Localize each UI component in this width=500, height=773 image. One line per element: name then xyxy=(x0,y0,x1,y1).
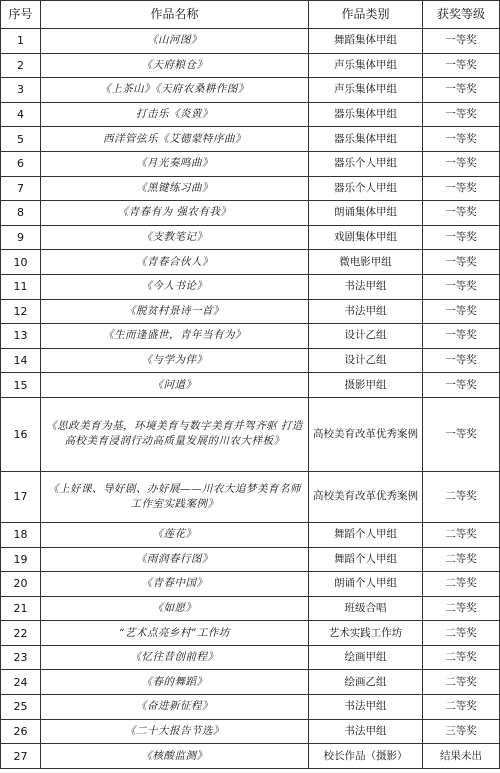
work-category: 微电影甲组 xyxy=(309,250,423,275)
row-number: 20 xyxy=(1,572,41,597)
table-row xyxy=(1,572,500,597)
row-number: 14 xyxy=(1,348,41,373)
award-level: 一等奖 xyxy=(423,225,500,250)
row-number: 1 xyxy=(1,29,41,54)
work-title: 《支教笔记》 xyxy=(41,225,309,250)
work-title: 《黑键练习曲》 xyxy=(41,176,309,201)
table-row xyxy=(1,397,500,471)
award-level: 一等奖 xyxy=(423,53,500,78)
work-title: 《脱贫村景诗一首》 xyxy=(41,299,309,324)
row-number: 13 xyxy=(1,324,41,349)
work-title: 打击乐《炎黄》 xyxy=(41,102,309,127)
award-level: 一等奖 xyxy=(423,324,500,349)
award-level: 一等奖 xyxy=(423,348,500,373)
row-number: 27 xyxy=(1,744,41,769)
table-row xyxy=(1,127,500,152)
work-category: 器乐集体甲组 xyxy=(309,102,423,127)
work-category: 舞蹈个人甲组 xyxy=(309,522,423,547)
table-row xyxy=(1,201,500,226)
header-work: 作品名称 xyxy=(41,1,309,29)
work-category: 设计乙组 xyxy=(309,348,423,373)
work-category: 设计乙组 xyxy=(309,324,423,349)
work-title: 《思政美育为基，环境美育与数字美育并驾齐驱 打造高校美育浸润行动高质量发展的川农大样板》 xyxy=(41,397,309,471)
work-title: 《核酸监测》 xyxy=(41,744,309,769)
award-level: 二等奖 xyxy=(423,645,500,670)
work-category: 班级合唱 xyxy=(309,596,423,621)
work-title: 《忆往昔创前程》 xyxy=(41,645,309,670)
table-row xyxy=(1,29,500,54)
award-level: 一等奖 xyxy=(423,373,500,398)
table-row xyxy=(1,621,500,646)
work-title: 《莲花》 xyxy=(41,522,309,547)
work-category: 书法甲组 xyxy=(309,299,423,324)
header-award: 获奖等级 xyxy=(423,1,500,29)
row-number: 8 xyxy=(1,201,41,226)
award-level: 二等奖 xyxy=(423,670,500,695)
row-number: 7 xyxy=(1,176,41,201)
table-row xyxy=(1,225,500,250)
table-row xyxy=(1,547,500,572)
table-row xyxy=(1,348,500,373)
table-row xyxy=(1,695,500,720)
work-title: 《青春有为 强农有我》 xyxy=(41,201,309,226)
row-number: 22 xyxy=(1,621,41,646)
award-level: 一等奖 xyxy=(423,201,500,226)
work-category: 书法甲组 xyxy=(309,695,423,720)
row-number: 19 xyxy=(1,547,41,572)
work-title: 《问道》 xyxy=(41,373,309,398)
award-level: 一等奖 xyxy=(423,102,500,127)
work-category: 舞蹈集体甲组 xyxy=(309,29,423,54)
award-level: 一等奖 xyxy=(423,176,500,201)
work-category: 校长作品（摄影） xyxy=(309,744,423,769)
table-row xyxy=(1,373,500,398)
work-title: 《青春中国》 xyxy=(41,572,309,597)
header-row xyxy=(1,1,500,29)
work-title: 《雨润春行图》 xyxy=(41,547,309,572)
row-number: 4 xyxy=(1,102,41,127)
work-category: 高校美育改革优秀案例 xyxy=(309,471,423,522)
work-title: 《生而逢盛世，青年当有为》 xyxy=(41,324,309,349)
table-row xyxy=(1,102,500,127)
table-row xyxy=(1,299,500,324)
table-row xyxy=(1,522,500,547)
row-number: 6 xyxy=(1,151,41,176)
row-number: 5 xyxy=(1,127,41,152)
work-category: 朗诵集体甲组 xyxy=(309,201,423,226)
award-level: 一等奖 xyxy=(423,127,500,152)
award-level: 结果未出 xyxy=(423,744,500,769)
table-row xyxy=(1,250,500,275)
work-title: 《上茶山》《天府农桑耕作图》 xyxy=(41,78,309,103)
work-title: 《上好课、导好剧、办好展——川农大追梦美育名师工作室实践案例》 xyxy=(41,471,309,522)
award-level: 二等奖 xyxy=(423,572,500,597)
award-level: 三等奖 xyxy=(423,719,500,744)
row-number: 25 xyxy=(1,695,41,720)
header-no: 序号 xyxy=(1,1,41,29)
work-category: 舞蹈个人甲组 xyxy=(309,547,423,572)
work-category: 书法甲组 xyxy=(309,719,423,744)
work-category: 朗诵个人甲组 xyxy=(309,572,423,597)
row-number: 26 xyxy=(1,719,41,744)
work-category: 绘画乙组 xyxy=(309,670,423,695)
award-level: 二等奖 xyxy=(423,471,500,522)
work-category: 器乐个人甲组 xyxy=(309,176,423,201)
table-row xyxy=(1,78,500,103)
row-number: 23 xyxy=(1,645,41,670)
award-level: 二等奖 xyxy=(423,621,500,646)
row-number: 18 xyxy=(1,522,41,547)
award-level: 一等奖 xyxy=(423,29,500,54)
work-category: 书法甲组 xyxy=(309,274,423,299)
work-title: 《青春合伙人》 xyxy=(41,250,309,275)
work-category: 艺术实践工作坊 xyxy=(309,621,423,646)
row-number: 24 xyxy=(1,670,41,695)
row-number: 2 xyxy=(1,53,41,78)
table-row xyxy=(1,471,500,522)
work-title: “艺术点亮乡村”工作坊 xyxy=(41,621,309,646)
work-category: 摄影甲组 xyxy=(309,373,423,398)
award-level: 一等奖 xyxy=(423,299,500,324)
work-title: 《与学为伴》 xyxy=(41,348,309,373)
table-row xyxy=(1,744,500,769)
work-category: 绘画甲组 xyxy=(309,645,423,670)
work-title: 《奋进新征程》 xyxy=(41,695,309,720)
row-number: 17 xyxy=(1,471,41,522)
work-title: 《山河图》 xyxy=(41,29,309,54)
award-level: 一等奖 xyxy=(423,78,500,103)
work-title: 《春的舞蹈》 xyxy=(41,670,309,695)
award-level: 二等奖 xyxy=(423,596,500,621)
work-title: 西洋管弦乐《艾德蒙特序曲》 xyxy=(41,127,309,152)
row-number: 10 xyxy=(1,250,41,275)
table-row xyxy=(1,719,500,744)
work-title: 《今人书论》 xyxy=(41,274,309,299)
award-level: 二等奖 xyxy=(423,522,500,547)
work-category: 声乐集体甲组 xyxy=(309,53,423,78)
header-category: 作品类别 xyxy=(309,1,423,29)
work-title: 《二十大报告节选》 xyxy=(41,719,309,744)
table-row xyxy=(1,176,500,201)
row-number: 3 xyxy=(1,78,41,103)
table-row xyxy=(1,151,500,176)
award-level: 二等奖 xyxy=(423,695,500,720)
award-level: 二等奖 xyxy=(423,547,500,572)
work-category: 戏剧集体甲组 xyxy=(309,225,423,250)
row-number: 9 xyxy=(1,225,41,250)
row-number: 11 xyxy=(1,274,41,299)
table-row xyxy=(1,53,500,78)
award-level: 一等奖 xyxy=(423,250,500,275)
work-category: 声乐集体甲组 xyxy=(309,78,423,103)
table-row xyxy=(1,324,500,349)
table-row xyxy=(1,670,500,695)
award-level: 一等奖 xyxy=(423,397,500,471)
work-title: 《月光奏鸣曲》 xyxy=(41,151,309,176)
table-row xyxy=(1,645,500,670)
row-number: 15 xyxy=(1,373,41,398)
table-row xyxy=(1,596,500,621)
award-level: 一等奖 xyxy=(423,151,500,176)
work-category: 器乐个人甲组 xyxy=(309,151,423,176)
work-title: 《天府粮仓》 xyxy=(41,53,309,78)
row-number: 12 xyxy=(1,299,41,324)
work-category: 高校美育改革优秀案例 xyxy=(309,397,423,471)
table-row xyxy=(1,274,500,299)
work-title: 《如愿》 xyxy=(41,596,309,621)
row-number: 16 xyxy=(1,397,41,471)
award-level: 一等奖 xyxy=(423,274,500,299)
row-number: 21 xyxy=(1,596,41,621)
work-category: 器乐集体甲组 xyxy=(309,127,423,152)
